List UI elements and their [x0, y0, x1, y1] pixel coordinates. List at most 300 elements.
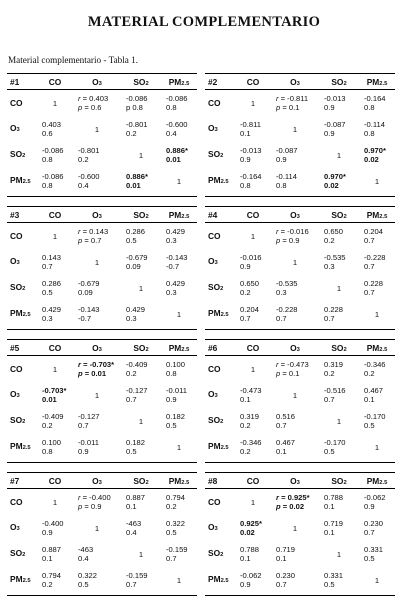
row-header-label: O3 — [10, 122, 20, 133]
row-header-label: CO — [10, 97, 23, 108]
column-header-label: PM2.5 — [168, 209, 190, 220]
correlation-cell: 0.429 0.3 — [166, 227, 186, 245]
diagonal-cell: 1 — [52, 98, 58, 108]
correlation-cell: -0.228 0.7 — [364, 253, 386, 271]
table-label: #1 — [7, 74, 37, 90]
row-header-label: O3 — [208, 122, 218, 133]
correlation-tables — [7, 73, 403, 595]
row-header — [7, 301, 37, 327]
row-header-label: PM2.5 — [10, 440, 31, 451]
row-header-label: SO2 — [208, 547, 224, 558]
diagonal-cell: 1 — [374, 575, 380, 585]
correlation-cell: -0.011 0.9 — [78, 438, 99, 456]
correlation-cell: -0.400 0.9 — [42, 519, 64, 537]
correlation-cell: r = -0.703* p = 0.01 — [78, 360, 115, 378]
column-header — [37, 340, 73, 356]
row-header-label: PM2.5 — [208, 573, 229, 584]
column-header — [121, 207, 161, 223]
column-header — [73, 207, 121, 223]
table-row — [7, 356, 197, 383]
table-row — [7, 116, 197, 142]
correlation-table-8 — [205, 472, 395, 596]
row-header-label: SO2 — [208, 414, 224, 425]
diagonal-cell: 1 — [250, 98, 256, 108]
column-header — [235, 74, 271, 90]
column-header-label: O3 — [290, 76, 300, 87]
correlation-cell: 0.230 0.7 — [276, 571, 296, 589]
column-header-label: CO — [48, 342, 62, 353]
correlation-cell: 0.230 0.7 — [364, 519, 384, 537]
correlation-cell: -0.143 -0.7 — [78, 305, 100, 323]
correlation-table-7 — [7, 472, 197, 596]
column-header-label: SO2 — [331, 209, 347, 220]
column-header-label: CO — [48, 209, 62, 220]
table-row — [205, 90, 395, 117]
table-row — [205, 223, 395, 250]
correlation-cell: -0.409 0.2 — [126, 360, 148, 378]
correlation-cell: -0.087 0.9 — [276, 146, 298, 164]
table-row — [7, 275, 197, 301]
row-header — [7, 90, 37, 117]
row-header-label: O3 — [10, 255, 20, 266]
correlation-cell: -0.811 0.1 — [240, 120, 261, 138]
correlation-cell: r = 0.925* p = 0.02 — [276, 493, 310, 511]
table-label: #7 — [7, 473, 37, 489]
column-header — [73, 473, 121, 489]
column-header — [359, 74, 395, 90]
row-header — [205, 515, 235, 541]
row-header — [205, 434, 235, 460]
diagonal-cell: 1 — [336, 549, 342, 559]
column-header — [161, 74, 197, 90]
column-header — [319, 74, 359, 90]
column-header-label: PM2.5 — [168, 342, 190, 353]
row-header — [7, 223, 37, 250]
column-header-label: CO — [246, 342, 260, 353]
table-row — [205, 567, 395, 593]
correlation-cell: -0.016 0.9 — [240, 253, 262, 271]
correlation-cell: 0.331 0.5 — [324, 571, 344, 589]
table-row — [7, 515, 197, 541]
correlation-cell: 0.322 0.5 — [166, 519, 186, 537]
column-header-label: CO — [48, 76, 62, 87]
column-header-label: O3 — [92, 209, 102, 220]
table-row — [205, 275, 395, 301]
column-header-label: SO2 — [133, 76, 149, 87]
correlation-cell: 0.719 0.1 — [324, 519, 344, 537]
row-header — [7, 356, 37, 383]
row-header-label: CO — [10, 363, 23, 374]
row-header — [205, 116, 235, 142]
row-header — [7, 275, 37, 301]
correlation-cell: -0.011 0.9 — [166, 386, 187, 404]
correlation-cell: -0.801 0.2 — [78, 146, 100, 164]
column-header-label: PM2.5 — [366, 342, 388, 353]
correlation-cell: -0.114 0.8 — [276, 172, 297, 190]
correlation-cell: -0.062 0.9 — [364, 493, 386, 511]
table-row — [205, 142, 395, 168]
table-row — [7, 301, 197, 327]
row-header-label: O3 — [208, 388, 218, 399]
correlation-cell: 0.100 0.8 — [166, 360, 186, 378]
correlation-cell: 0.319 0.2 — [324, 360, 344, 378]
column-header — [319, 207, 359, 223]
table-row — [7, 408, 197, 434]
row-header — [205, 567, 235, 593]
column-header-label: O3 — [92, 76, 102, 87]
row-header-label: PM2.5 — [10, 573, 31, 584]
column-header-label: O3 — [92, 475, 102, 486]
correlation-cell: -0.013 0.9 — [324, 94, 346, 112]
table-row — [7, 223, 197, 250]
correlation-cell: -0.409 0.2 — [42, 412, 64, 430]
row-header-label: CO — [10, 496, 23, 507]
correlation-cell: r = -0.016 p = 0.9 — [276, 227, 309, 245]
column-header-label: PM2.5 — [366, 76, 388, 87]
correlation-cell: -0.164 0.8 — [240, 172, 262, 190]
table-row — [7, 168, 197, 194]
column-header-label: SO2 — [331, 76, 347, 87]
row-header-label: CO — [208, 230, 221, 241]
diagonal-cell: 1 — [374, 309, 380, 319]
table-label: #4 — [205, 207, 235, 223]
correlation-cell: r = -0.473 p = 0.1 — [276, 360, 309, 378]
column-header-label: CO — [246, 475, 260, 486]
correlation-cell: 0.650 0.2 — [240, 279, 260, 297]
correlation-table-3 — [7, 206, 197, 330]
table-row — [7, 541, 197, 567]
column-header — [161, 340, 197, 356]
column-header-label: PM2.5 — [366, 209, 388, 220]
row-header — [205, 90, 235, 117]
diagonal-cell: 1 — [292, 390, 298, 400]
column-header-label: PM2.5 — [168, 475, 190, 486]
table-row — [7, 382, 197, 408]
correlation-cell: -0.535 0.3 — [276, 279, 298, 297]
diagonal-cell: 1 — [250, 364, 256, 374]
correlation-cell: -0.346 0.2 — [364, 360, 386, 378]
row-header — [7, 408, 37, 434]
correlation-cell: 0.182 0.5 — [166, 412, 186, 430]
correlation-cell: 0.467 0.1 — [364, 386, 384, 404]
correlation-cell: 0.286 0.5 — [42, 279, 62, 297]
correlation-cell: -0.600 0.4 — [166, 120, 188, 138]
column-header-label: CO — [48, 475, 62, 486]
diagonal-cell: 1 — [94, 390, 100, 400]
correlation-cell: 0.319 0.2 — [240, 412, 260, 430]
diagonal-cell: 1 — [336, 283, 342, 293]
table-label: #2 — [205, 74, 235, 90]
row-header-label: SO2 — [10, 281, 26, 292]
correlation-cell: r = 0.403 p = 0.6 — [78, 94, 109, 112]
correlation-table-5 — [7, 339, 197, 463]
correlation-cell: 0.331 0.5 — [364, 545, 384, 563]
correlation-cell: -0.127 0.7 — [78, 412, 100, 430]
diagonal-cell: 1 — [292, 523, 298, 533]
column-header — [359, 207, 395, 223]
diagonal-cell: 1 — [374, 442, 380, 452]
table-row — [205, 356, 395, 383]
table-row — [7, 249, 197, 275]
table-row — [7, 90, 197, 117]
correlation-cell: -463 0.4 — [78, 545, 94, 563]
correlation-cell: -0.086 0.8 — [42, 172, 64, 190]
correlation-cell: -0.801 0.2 — [126, 120, 148, 138]
table-row — [205, 434, 395, 460]
row-header — [205, 168, 235, 194]
row-header-label: SO2 — [208, 148, 224, 159]
column-header — [37, 74, 73, 90]
correlation-cell: -0.170 0.5 — [364, 412, 386, 430]
table-row — [205, 489, 395, 516]
table-label: #5 — [7, 340, 37, 356]
row-header — [205, 142, 235, 168]
correlation-cell: 0.100 0.8 — [42, 438, 62, 456]
column-header — [161, 473, 197, 489]
row-header — [7, 541, 37, 567]
table-row — [7, 434, 197, 460]
correlation-cell: -0.087 0.9 — [324, 120, 346, 138]
correlation-cell: -0.516 0.7 — [324, 386, 346, 404]
correlation-cell: 0.970* 0.02 — [364, 146, 386, 164]
row-header — [205, 356, 235, 383]
row-header — [7, 515, 37, 541]
correlation-cell: -0.013 0.9 — [240, 146, 262, 164]
correlation-cell: 0.467 0.1 — [276, 438, 296, 456]
diagonal-cell: 1 — [336, 150, 342, 160]
column-header-label: O3 — [290, 342, 300, 353]
diagonal-cell: 1 — [138, 549, 144, 559]
correlation-cell: -0.086 0.8 — [42, 146, 64, 164]
row-header-label: PM2.5 — [208, 174, 229, 185]
correlation-cell: -463 0.4 — [126, 519, 142, 537]
row-header — [7, 567, 37, 593]
correlation-cell: 0.429 0.3 — [42, 305, 62, 323]
table-label: #6 — [205, 340, 235, 356]
correlation-cell: -0.535 0.3 — [324, 253, 346, 271]
table-label: #3 — [7, 207, 37, 223]
correlation-cell: 0.650 0.2 — [324, 227, 344, 245]
page-title: MATERIAL COMPLEMENTARIO — [87, 14, 321, 30]
row-header — [205, 301, 235, 327]
correlation-table-4 — [205, 206, 395, 330]
correlation-cell: 0.403 0.6 — [42, 120, 62, 138]
column-header-label: O3 — [290, 475, 300, 486]
correlation-cell: -0.703* 0.01 — [42, 386, 67, 404]
correlation-cell: 0.925* 0.02 — [240, 519, 262, 537]
diagonal-cell: 1 — [94, 523, 100, 533]
row-header — [7, 489, 37, 516]
correlation-cell: -0.086 p 0.8 — [126, 94, 148, 112]
row-header-label: SO2 — [208, 281, 224, 292]
row-header-label: O3 — [10, 388, 20, 399]
table-row — [205, 249, 395, 275]
correlation-cell: -0.164 0.8 — [364, 94, 386, 112]
row-header — [205, 275, 235, 301]
correlation-cell: 0.228 0.7 — [364, 279, 384, 297]
diagonal-cell: 1 — [138, 283, 144, 293]
diagonal-cell: 1 — [52, 497, 58, 507]
correlation-cell: -0.170 0.5 — [324, 438, 346, 456]
correlation-cell: -0.228 0.7 — [276, 305, 298, 323]
column-header-label: O3 — [290, 209, 300, 220]
column-header-label: SO2 — [331, 342, 347, 353]
column-header-label: SO2 — [331, 475, 347, 486]
column-header — [37, 473, 73, 489]
correlation-cell: -0.473 0.1 — [240, 386, 262, 404]
column-header — [319, 340, 359, 356]
diagonal-cell: 1 — [94, 124, 100, 134]
column-header-label: SO2 — [133, 209, 149, 220]
row-header-label: SO2 — [10, 148, 26, 159]
table-row — [7, 142, 197, 168]
correlation-cell: 0.794 0.2 — [166, 493, 186, 511]
column-header — [73, 74, 121, 90]
correlation-cell: -0.679 0.09 — [78, 279, 100, 297]
column-header — [271, 473, 319, 489]
column-header-label: PM2.5 — [168, 76, 190, 87]
row-header-label: SO2 — [10, 547, 26, 558]
correlation-cell: r = -0.811 p = 0.1 — [276, 94, 309, 112]
row-header — [7, 142, 37, 168]
table-row — [7, 489, 197, 516]
column-header — [121, 74, 161, 90]
correlation-cell: 0.788 0.1 — [240, 545, 260, 563]
table-caption: Material complementario - Tabla 1. — [8, 55, 139, 65]
correlation-cell: r = 0.143 p = 0.7 — [78, 227, 109, 245]
row-header-label: O3 — [10, 521, 20, 532]
table-row — [205, 408, 395, 434]
column-header-label: SO2 — [133, 475, 149, 486]
row-header-label: CO — [208, 97, 221, 108]
correlation-cell: 0.516 0.7 — [276, 412, 296, 430]
correlation-table-2 — [205, 73, 395, 197]
row-header — [7, 249, 37, 275]
correlation-cell: 0.286 0.5 — [126, 227, 146, 245]
row-header — [205, 223, 235, 250]
diagonal-cell: 1 — [176, 309, 182, 319]
row-header-label: PM2.5 — [208, 307, 229, 318]
column-header — [271, 340, 319, 356]
correlation-cell: 0.970* 0.02 — [324, 172, 346, 190]
row-header-label: PM2.5 — [10, 307, 31, 318]
correlation-table-6 — [205, 339, 395, 463]
row-header — [205, 249, 235, 275]
column-header-label: CO — [246, 209, 260, 220]
row-header-label: CO — [208, 363, 221, 374]
correlation-cell: -0.062 0.9 — [240, 571, 262, 589]
table-label: #8 — [205, 473, 235, 489]
row-header — [7, 382, 37, 408]
correlation-cell: 0.886* 0.01 — [126, 172, 148, 190]
column-header-label: PM2.5 — [366, 475, 388, 486]
diagonal-cell: 1 — [176, 442, 182, 452]
correlation-cell: -0.114 0.8 — [364, 120, 385, 138]
row-header — [205, 382, 235, 408]
correlation-cell: -0.086 0.8 — [166, 94, 188, 112]
diagonal-cell: 1 — [292, 124, 298, 134]
correlation-cell: 0.204 0.7 — [364, 227, 384, 245]
row-header — [7, 168, 37, 194]
column-header — [235, 473, 271, 489]
correlation-cell: 0.794 0.2 — [42, 571, 62, 589]
row-header — [205, 541, 235, 567]
row-header — [7, 116, 37, 142]
row-header-label: CO — [208, 496, 221, 507]
column-header — [73, 340, 121, 356]
diagonal-cell: 1 — [292, 257, 298, 267]
column-header — [271, 207, 319, 223]
correlation-cell: -0.127 0.7 — [126, 386, 148, 404]
correlation-cell: 0.204 0.7 — [240, 305, 260, 323]
diagonal-cell: 1 — [250, 231, 256, 241]
correlation-cell: -0.159 0.7 — [166, 545, 188, 563]
diagonal-cell: 1 — [374, 176, 380, 186]
diagonal-cell: 1 — [250, 497, 256, 507]
diagonal-cell: 1 — [94, 257, 100, 267]
correlation-cell: 0.788 0.1 — [324, 493, 344, 511]
row-header — [7, 434, 37, 460]
row-header-label: O3 — [208, 255, 218, 266]
column-header — [319, 473, 359, 489]
column-header — [359, 340, 395, 356]
correlation-cell: 0.322 0.5 — [78, 571, 98, 589]
table-row — [205, 301, 395, 327]
correlation-cell: -0.143 -0.7 — [166, 253, 188, 271]
correlation-cell: 0.429 0.3 — [126, 305, 146, 323]
column-header — [359, 473, 395, 489]
column-header-label: SO2 — [133, 342, 149, 353]
correlation-table-1 — [7, 73, 197, 197]
correlation-cell: 0.143 0.7 — [42, 253, 62, 271]
correlation-cell: 0.228 0.7 — [324, 305, 344, 323]
table-row — [7, 567, 197, 593]
diagonal-cell: 1 — [176, 176, 182, 186]
correlation-cell: 0.886* 0.01 — [166, 146, 188, 164]
diagonal-cell: 1 — [52, 364, 58, 374]
correlation-cell: -0.346 0.2 — [240, 438, 262, 456]
correlation-cell: 0.887 0.1 — [126, 493, 146, 511]
correlation-cell: -0.159 0.7 — [126, 571, 148, 589]
table-row — [205, 515, 395, 541]
diagonal-cell: 1 — [336, 416, 342, 426]
column-header — [37, 207, 73, 223]
table-row — [205, 541, 395, 567]
column-header — [121, 473, 161, 489]
diagonal-cell: 1 — [138, 150, 144, 160]
correlation-cell: 0.182 0.5 — [126, 438, 146, 456]
diagonal-cell: 1 — [138, 416, 144, 426]
column-header — [271, 74, 319, 90]
column-header-label: CO — [246, 76, 260, 87]
column-header — [161, 207, 197, 223]
correlation-cell: -0.600 0.4 — [78, 172, 100, 190]
diagonal-cell: 1 — [52, 231, 58, 241]
column-header — [235, 207, 271, 223]
row-header-label: O3 — [208, 521, 218, 532]
row-header-label: CO — [10, 230, 23, 241]
table-row — [205, 382, 395, 408]
table-row — [205, 116, 395, 142]
correlation-cell: -0.679 0.09 — [126, 253, 148, 271]
correlation-cell: 0.887 0.1 — [42, 545, 62, 563]
row-header-label: PM2.5 — [10, 174, 31, 185]
row-header-label: PM2.5 — [208, 440, 229, 451]
correlation-cell: 0.719 0.1 — [276, 545, 296, 563]
row-header — [205, 489, 235, 516]
column-header — [121, 340, 161, 356]
diagonal-cell: 1 — [176, 575, 182, 585]
